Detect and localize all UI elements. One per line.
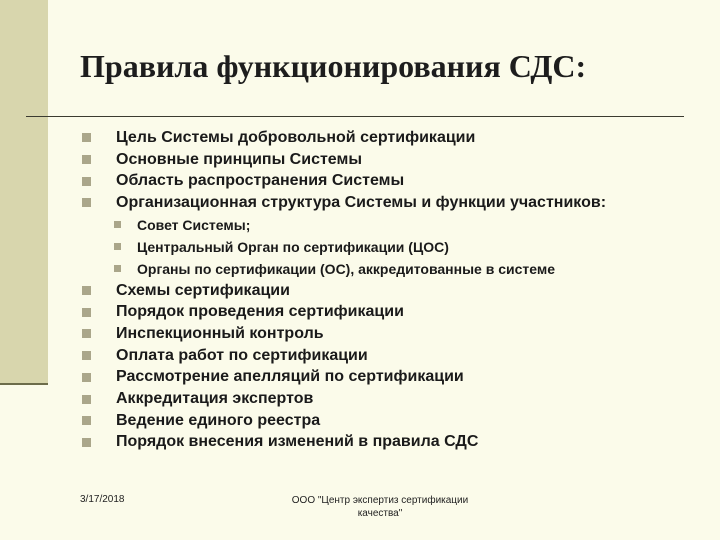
list-item [82,280,702,302]
list-item-text: Порядок проведения сертификации [116,303,404,321]
sub-list-item-text: Органы по сертификации (ОС), аккредитованные в системе [137,260,556,277]
list-item-text: Аккредитация экспертов [116,390,314,408]
list-item [82,301,702,323]
footer-org-line: качества" [357,508,403,519]
square-bullet-icon [114,265,121,272]
square-bullet-icon [114,243,121,250]
square-bullet-icon [82,177,91,186]
list-item [82,170,702,192]
square-bullet-icon [82,198,91,207]
list-item-text: Основные принципы Системы [116,150,362,168]
title-divider [26,116,684,117]
list-item [82,432,702,454]
square-bullet-icon [82,286,91,295]
list-item [82,323,702,345]
sub-list-item-text: Совет Системы; [137,216,251,233]
accent-underline [0,383,48,385]
list-item-text: Оплата работ по сертификации [116,346,368,364]
list-item-text: Порядок внесения изменений в правила СДС [116,433,479,451]
list-item-text: Инспекционный контроль [116,324,324,342]
sub-list-item [82,258,702,280]
list-item [82,345,702,367]
slide-title: Правила функционирования СДС: [80,48,587,84]
square-bullet-icon [82,438,91,447]
square-bullet-icon [82,133,91,142]
list-item-text: Схемы сертификации [116,281,290,299]
square-bullet-icon [82,329,91,338]
square-bullet-icon [114,221,121,228]
square-bullet-icon [82,373,91,382]
list-item [82,410,702,432]
list-item-text: Рассмотрение апелляций по сертификации [116,368,464,386]
square-bullet-icon [82,351,91,360]
list-item [82,388,702,410]
sub-list-item [82,236,702,258]
list-item-text: Организационная структура Системы и функции участников: [116,193,607,211]
square-bullet-icon [82,395,91,404]
list-item [82,127,702,149]
list-item [82,192,702,214]
sub-list-item-text: Центральный Орган по сертификации (ЦОС) [137,238,449,255]
sub-list-item [82,214,702,236]
list-item-text: Область распространения Системы [116,172,405,190]
footer-org-line: ООО "Центр экспертиз сертификации [291,495,469,506]
square-bullet-icon [82,416,91,425]
bullet-list [82,127,702,453]
square-bullet-icon [82,155,91,164]
list-item [82,367,702,389]
list-item-text: Ведение единого реестра [116,411,321,429]
list-item-text: Цель Системы добровольной сертификации [116,128,476,146]
square-bullet-icon [82,308,91,317]
footer-date: 3/17/2018 [80,494,125,505]
footer-organization [280,494,480,520]
accent-bar [0,0,48,383]
list-item [82,149,702,171]
